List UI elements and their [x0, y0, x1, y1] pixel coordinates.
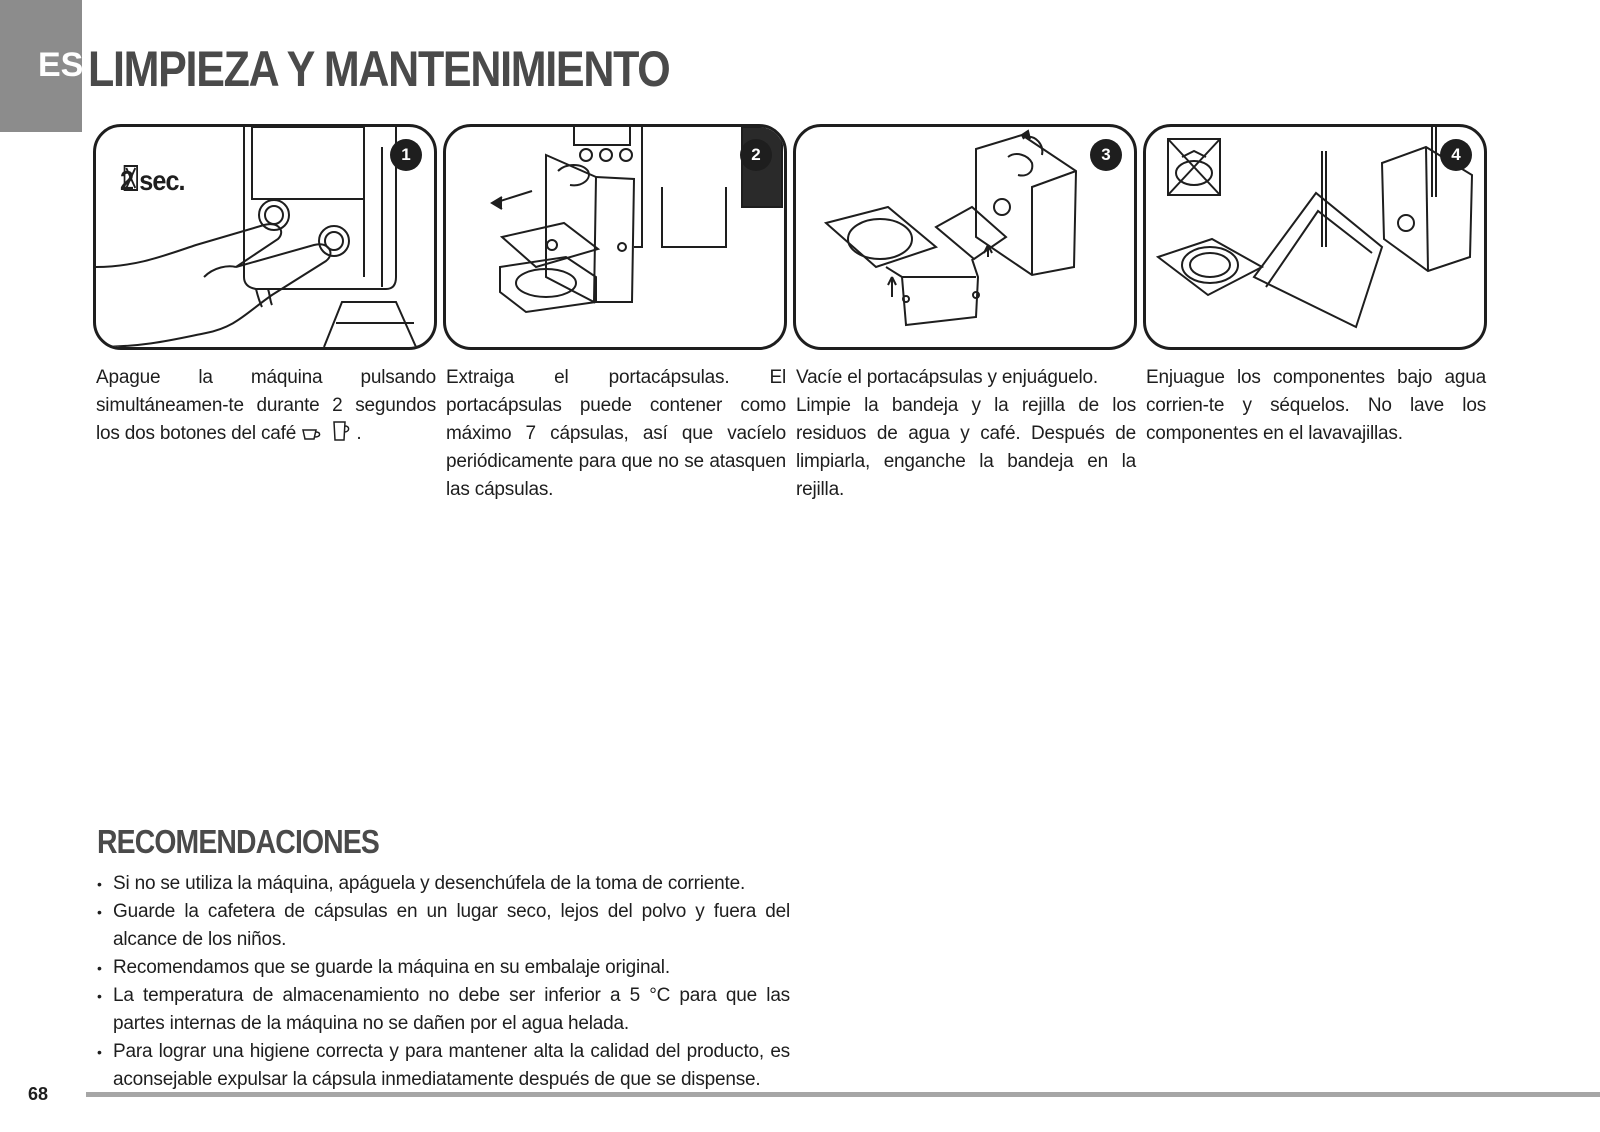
step-3-text: Vacíe el portacápsulas y enjuáguelo. Limpie la bandeja y la rejilla de los residuos de agua y café. Después de limpiarla, enganche la bandeja en la rejilla.	[796, 367, 1136, 500]
drip-tray-illustration	[796, 127, 1134, 347]
footer-rule	[86, 1092, 1600, 1097]
recommendations-list	[97, 870, 790, 1094]
page-title: LIMPIEZA Y MANTENIMIENTO	[88, 41, 670, 97]
step-4-text: Enjuague los componentes bajo agua corrien-te y séquelos. No lave los componentes en el lavavajillas.	[1146, 367, 1486, 444]
list-item: • Guarde la cafetera de cápsulas en un lugar seco, lejos del polvo y fuera del alcance de los niños.	[97, 898, 790, 954]
recommendations-title: RECOMENDACIONES	[97, 823, 379, 860]
step-4-illustration	[1143, 124, 1487, 350]
step-2-text: Extraiga el portacápsulas. El portacápsulas puede contener como máximo 7 cápsulas, así que vacíelo periódicamente para que no se atasquen las cápsulas.	[446, 367, 786, 500]
machine-buttons-illustration	[96, 127, 434, 347]
duration-label: 2 sec.	[120, 165, 185, 196]
rinse-components-illustration	[1146, 127, 1484, 347]
language-tab	[0, 0, 82, 132]
capsule-container-illustration	[446, 127, 784, 347]
hourglass-icon	[124, 165, 138, 191]
step-number-badge: 2	[740, 139, 772, 171]
list-item: • Recomendamos que se guarde la máquina en su embalaje original.	[97, 954, 790, 982]
page-number: 68	[28, 1084, 49, 1104]
step-1-illustration	[93, 124, 437, 350]
step-number-badge: 3	[1090, 139, 1122, 171]
step-number-badge: 1	[390, 139, 422, 171]
list-item: • La temperatura de almacenamiento no debe ser inferior a 5 °C para que las partes internas de la máquina no se dañen por el agua helada.	[97, 982, 790, 1038]
lungo-cup-icon	[332, 420, 352, 451]
step-2-illustration	[443, 124, 787, 350]
step-3-illustration	[793, 124, 1137, 350]
list-item: • Si no se utiliza la máquina, apáguela y desenchúfela de la toma de corriente.	[97, 870, 790, 898]
list-item: • Para lograr una higiene correcta y para mantener alta la calidad del producto, es aconsejable expulsar la cápsula inmediatamente después de que se dispense.	[97, 1038, 790, 1094]
step-1-text: Apague la máquina pulsando simultáneamen-te durante 2 segundos los dos botones del café .	[96, 364, 436, 451]
espresso-cup-icon	[301, 423, 323, 451]
step-number-badge: 4	[1440, 139, 1472, 171]
language-code: ES	[38, 46, 84, 84]
